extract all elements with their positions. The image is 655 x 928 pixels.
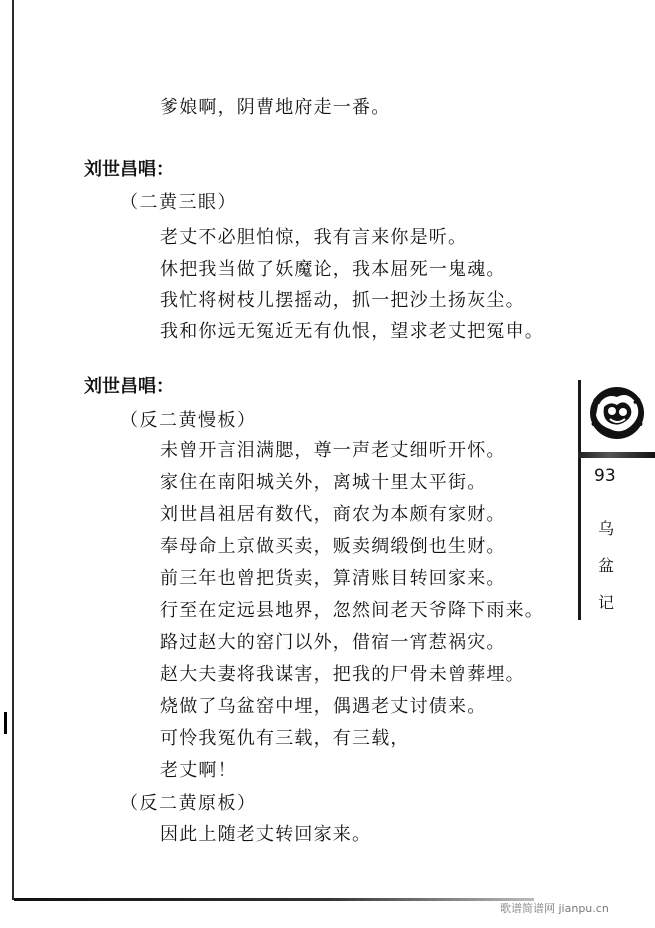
mode-label-1: （二黄三眼） — [120, 192, 237, 213]
mode-label-3: （反二黄原板） — [120, 793, 257, 814]
bottom-rule — [14, 898, 534, 901]
running-title — [596, 510, 616, 621]
side-horizontal-rule — [578, 452, 655, 458]
lyric-line: 家住在南阳城关外，离城十里太平街。 — [160, 472, 487, 493]
lyric-line: 老丈不必胆怕惊，我有言来你是听。 — [160, 227, 468, 248]
lyric-line: 路过赵大的窑门以外，借宿一宵惹祸灾。 — [160, 632, 506, 653]
speaker-heading-2: 刘世昌唱： — [84, 376, 174, 397]
lyric-line: 前三年也曾把货卖，算清账目转回家来。 — [160, 568, 506, 589]
lyric-line: 未曾开言泪满腮，尊一声老丈细听开怀。 — [160, 440, 506, 461]
lyric-line: 我和你远无冤近无有仇恨，望求老丈把冤申。 — [160, 321, 544, 342]
lyric-line: 刘世昌祖居有数代，商农为本颇有家财。 — [160, 504, 506, 525]
running-title-char: 记 — [597, 593, 614, 612]
running-title-char: 乌 — [597, 519, 614, 538]
margin-tick — [4, 712, 7, 734]
running-title-char: 盆 — [597, 556, 614, 575]
lyric-line: 老丈啊！ — [160, 760, 237, 781]
lyric-line: 奉母命上京做买卖，贩卖绸缎倒也生财。 — [160, 536, 506, 557]
ornament-icon — [588, 385, 646, 441]
lyric-line: 因此上随老丈转回家来。 — [160, 824, 372, 845]
page-left-border — [12, 0, 14, 900]
watermark: 歌谱简谱网 jianpu.cn — [500, 902, 609, 915]
opening-line: 爹娘啊，阴曹地府走一番。 — [160, 97, 391, 118]
lyric-line: 我忙将树枝儿摆摇动，抓一把沙土扬灰尘。 — [160, 290, 525, 311]
mode-label-2: （反二黄慢板） — [120, 410, 257, 431]
lyric-line: 烧做了乌盆窑中埋，偶遇老丈讨债来。 — [160, 696, 487, 717]
side-vertical-rule — [578, 380, 581, 620]
lyric-line: 休把我当做了妖魔论，我本屈死一鬼魂。 — [160, 259, 506, 280]
lyric-line: 可怜我冤仇有三载，有三载， — [160, 728, 410, 749]
lyric-line: 行至在定远县地界，忽然间老天爷降下雨来。 — [160, 600, 544, 621]
lyric-line: 赵大夫妻将我谋害，把我的尸骨未曾葬埋。 — [160, 664, 525, 685]
speaker-heading-1: 刘世昌唱： — [84, 159, 174, 180]
page-number: 93 — [594, 466, 616, 486]
